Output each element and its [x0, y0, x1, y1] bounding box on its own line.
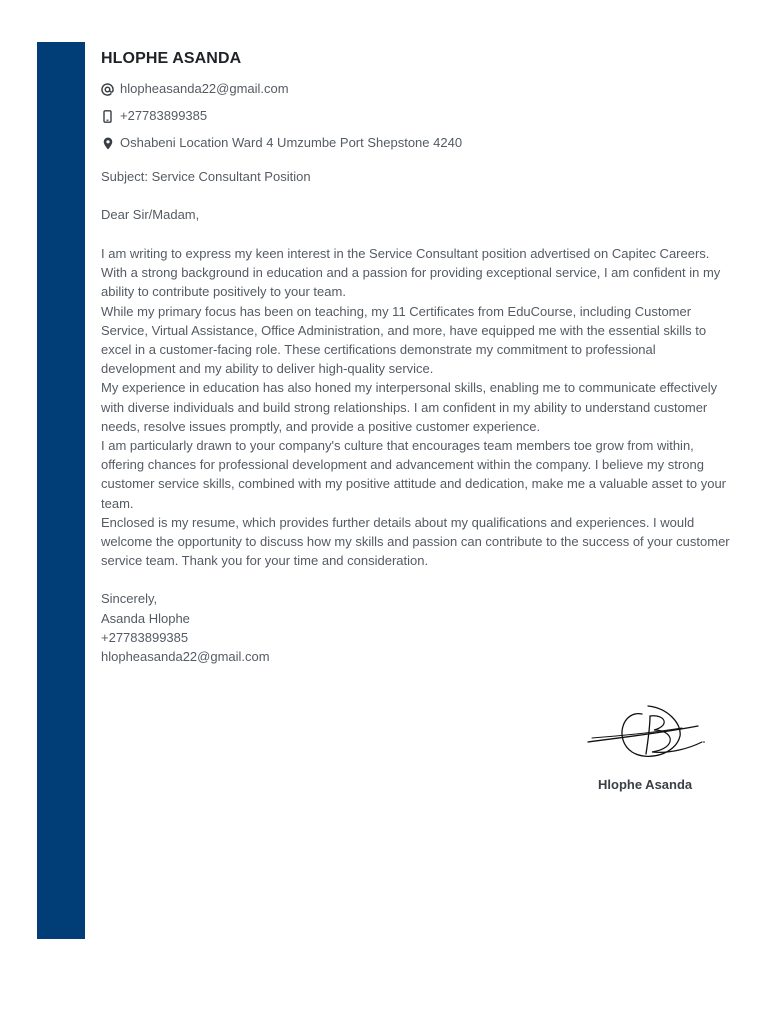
contact-address: Oshabeni Location Ward 4 Umzumbe Port Shepstone 4240 [120, 135, 463, 150]
contact-phone: +27783899385 [120, 108, 208, 123]
signature-printed-name: Hlophe Asanda [598, 777, 693, 792]
contact-address-row [101, 134, 731, 152]
map-pin-icon [101, 136, 114, 150]
body-paragraph: I am writing to express my keen interest in the Service Consultant position advertised on Capitec Careers. With a strong background in education and a passion for providing exceptional service, I am confident in my ability to contribute positively to your team. [101, 246, 721, 300]
body-paragraph: Enclosed is my resume, which provides further details about my qualifications and experiences. I would welcome the opportunity to discuss how my skills and passion can contribute to the success of your customer service team. Thank you for your time and consideration. [101, 514, 730, 569]
sidebar-accent-bar [37, 42, 85, 939]
at-icon [101, 82, 114, 96]
body-paragraph: While my primary focus has been on teaching, my 11 Certificates from EduCourse, including Customer Service, Virtual Assistance, Office Administration, and more, have equipped me with the essential skills to excel in a customer-facing role. These certifications demonstrate my commitment to professional development and my ability to deliver high-quality service. [101, 303, 707, 377]
letter-body [101, 244, 731, 570]
handwritten-signature [586, 700, 706, 764]
letter-content [101, 48, 731, 666]
contact-email: hlopheasanda22@gmail.com [120, 81, 289, 96]
contact-email-row [101, 80, 731, 98]
applicant-name: HLOPHE ASANDA [101, 50, 242, 67]
closing-phone: +27783899385 [101, 629, 189, 645]
closing-email: hlopheasanda22@gmail.com [101, 649, 270, 665]
letter-salutation: Dear Sir/Madam, [101, 207, 200, 222]
body-paragraph: I am particularly drawn to your company's culture that encourages team members toe grow from within, offering chances for professional development and advancement within the company. I believe my strong customer service skills, combined with my positive attitude and dedication, make me a valuable asset to your team. [101, 438, 727, 511]
letter-subject: Subject: Service Consultant Position [101, 169, 311, 184]
mobile-phone-icon [101, 109, 114, 123]
body-paragraph: My experience in education has also honed my interpersonal skills, enabling me to communicate effectively with diverse individuals and build strong relationships. I am confident in my ability to understand customer needs, resolve issues promptly, and provide a positive customer experience. [101, 380, 718, 434]
signature-block [582, 700, 706, 800]
closing-name: Asanda Hlophe [101, 610, 190, 626]
letter-closing [101, 589, 731, 666]
closing-signoff: Sincerely, [101, 591, 158, 607]
contact-phone-row [101, 107, 731, 125]
